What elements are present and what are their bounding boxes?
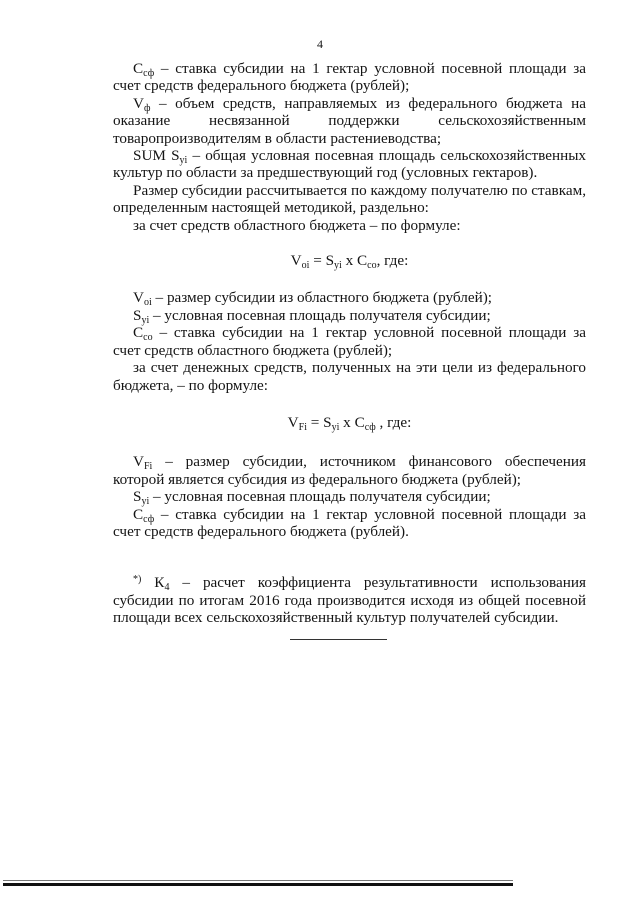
formula-v-sub: Fi — [298, 421, 307, 433]
symbol: SUM S — [133, 147, 180, 165]
scan-edge-line — [3, 880, 513, 881]
subscript: Fi — [143, 461, 153, 473]
definition-text: – общая условная посевная площадь сельскохозяйственных культур по области за предшествующий год (условных гектаров). — [113, 147, 586, 182]
formula-eq: = S — [309, 252, 335, 270]
page-number: 4 — [317, 37, 323, 51]
symbol: К — [141, 574, 165, 592]
definition-text: – условная посевная площадь получателя субсидии; — [149, 488, 491, 506]
subscript: oi — [143, 297, 152, 309]
symbol: С — [133, 324, 144, 342]
end-separator-line — [290, 639, 387, 640]
subscript: yi — [141, 314, 150, 326]
formula-s-sub: yi — [334, 260, 342, 272]
formula-v-sub: oi — [301, 260, 310, 272]
subscript: сф — [143, 68, 155, 79]
symbol: С — [133, 505, 144, 523]
footnote-text: – расчет коэффициента результативности использования субсидии по итогам 2016 года производится исходя из общей посевной площади всех сельскохозяйственный культур получателей субсидии. — [113, 574, 586, 627]
formula-x: x С — [339, 413, 365, 431]
definition-v-fi — [113, 453, 586, 488]
definition-c-co — [113, 324, 586, 359]
regional-intro: за счет средств областного бюджета – по формуле: — [133, 216, 461, 234]
formula-c-sub: сф — [364, 421, 376, 433]
scan-bottom-bar — [3, 883, 513, 886]
formula-tail: , где: — [375, 413, 412, 431]
formula-x: x С — [341, 252, 368, 270]
subscript: yi — [141, 496, 150, 508]
definition-text: – условная посевная площадь получателя субсидии; — [149, 306, 491, 324]
formula-c-sub: со — [367, 260, 377, 272]
definition-text: – размер субсидии, источником финансового обеспечения которой является субсидия из федерального бюджета (рублей); — [113, 453, 586, 488]
subscript: сф — [143, 513, 155, 525]
formula-v: V — [290, 252, 302, 270]
definition-v-oi — [113, 289, 586, 309]
definition-v-f — [113, 95, 586, 147]
subscript: yi — [179, 155, 188, 167]
definition-c-sf-2 — [113, 506, 586, 541]
formula-regional — [113, 252, 586, 272]
formula-s-sub: yi — [331, 421, 340, 433]
footnote — [113, 574, 586, 626]
subscript: ф — [143, 102, 151, 114]
symbol: V — [133, 94, 144, 112]
definition-text: – ставка субсидии на 1 гектар условной посевной площади за счет средств федерального бюджета (рублей); — [113, 60, 586, 95]
definition-s-yi-2 — [113, 488, 586, 508]
subscript: 4 — [164, 582, 170, 594]
document-body — [113, 60, 586, 627]
symbol: V — [133, 289, 144, 307]
definition-text: – размер субсидии из областного бюджета (рублей); — [151, 289, 492, 307]
formula-federal — [113, 414, 586, 431]
symbol: С — [133, 60, 144, 77]
formula-tail: , где: — [376, 252, 409, 270]
subscript: со — [143, 332, 153, 344]
symbol: S — [133, 488, 142, 506]
definition-c-sf — [113, 60, 586, 95]
footnote-mark: *) — [133, 574, 142, 586]
definition-sum-s — [113, 147, 586, 182]
federal-intro: за счет денежных средств, полученных на эти цели из федерального бюджета, – по формуле: — [113, 359, 586, 394]
symbol: V — [133, 453, 144, 471]
symbol: S — [133, 306, 142, 324]
size-paragraph: Размер субсидии рассчитывается по каждому получателю по ставкам, определенным настоящей методикой, раздельно: — [113, 181, 586, 217]
formula-eq: = S — [306, 413, 332, 431]
definition-text: – объем средств, направляемых из федерального бюджета на оказание несвязанной поддержки сельскохозяйственным товаропроизводителям в области растениеводства; — [113, 94, 586, 147]
formula-v: V — [287, 413, 299, 431]
definition-text: – ставка субсидии на 1 гектар условной посевной площади за счет средств областного бюджета (рублей); — [113, 324, 586, 359]
definition-s-yi — [113, 307, 586, 324]
definition-text: – ставка субсидии на 1 гектар условной посевной площади за счет средств федерального бюджета (рублей). — [113, 505, 586, 540]
